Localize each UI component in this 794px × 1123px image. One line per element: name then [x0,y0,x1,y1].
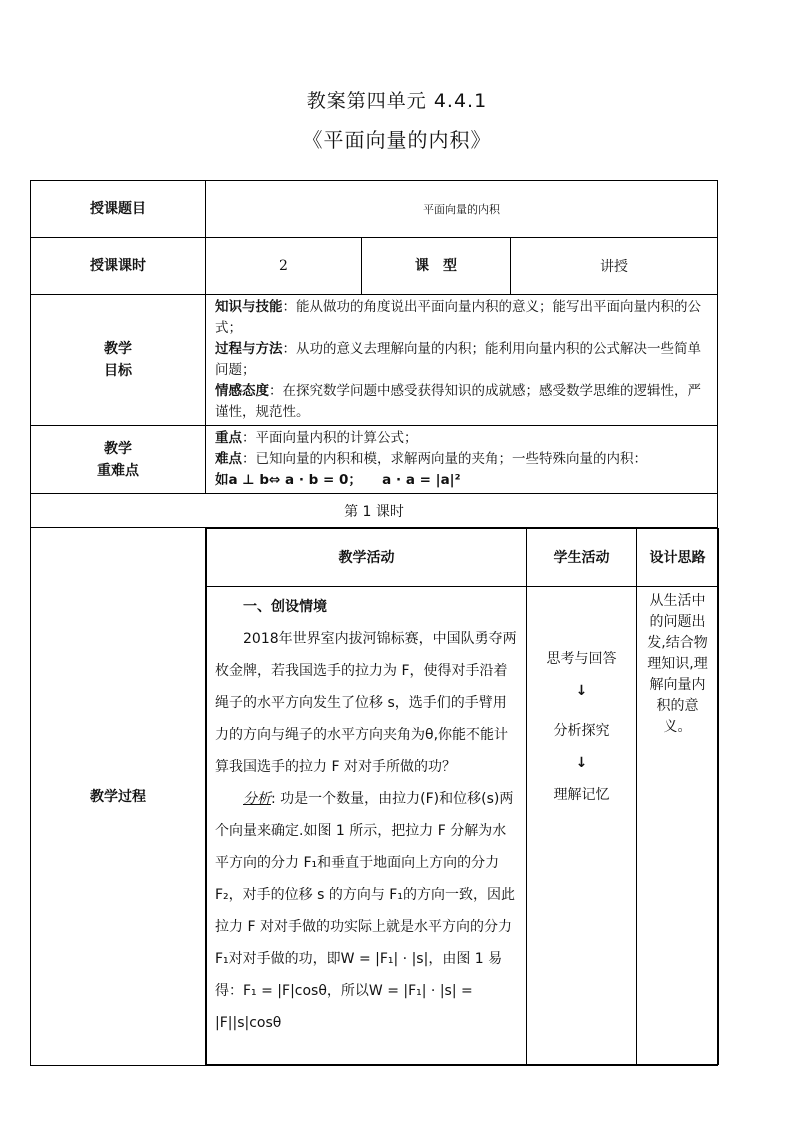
analysis-paragraph: 分析: 功是一个数量，由拉力(F)和位移(s)两个向量来确定.如图 1 所示，把拉力 F 分解为水平方向的分力 F₁和垂直于地面向上方向的分力 F₂，对手的位移 s 的方向与 F₁的方向一致，因此拉力 F 对对手做的功实际上就是水平方向的分力 F₁对对手做的功，即W = |F₁| · |s|，由图 1 易得：F₁ = |F|cosθ，所以W = |F₁| · |s| = |F||s|cosθ [215,791,515,1031]
goal-item: 过程与方法：从功的意义去理解向量的内积；能利用向量内积的公式解决一些简单问题； [215,341,701,378]
process-row [31,528,718,1066]
hours-value: 2 [206,238,362,295]
design-idea: 从生活中的问题出发,结合物理知识,理解向量内积的意义。 [637,587,719,1065]
process-label: 教学过程 [31,528,206,1066]
lesson-number: 第 1 课时 [31,494,718,528]
page-title: 教案第四单元 4.4.1 [306,90,488,112]
lesson-type-value: 讲授 [511,238,718,295]
topic-row [31,181,718,238]
col-activity: 教学活动 [207,529,527,587]
hours-label: 授课课时 [31,238,206,295]
goals-content [206,295,718,426]
section-title: 一、创设情境 [243,599,327,615]
lesson-plan-table [30,180,718,1066]
key-points-label: 教学 重难点 [31,426,206,494]
topic-value: 平面向量的内积 [206,181,718,238]
goal-item: 知识与技能：能从做功的角度说出平面向量内积的意义；能写出平面向量内积的公式； [215,299,701,336]
difficult-point: 难点：已知向量的内积和模，求解两向量的夹角；一些特殊向量的内积： [215,451,647,467]
key-points-row [31,426,718,494]
special-formula: 如a ⊥ b⇔ a · b = 0； a · a = |a|² [215,472,461,488]
hours-row [31,238,718,295]
activity-content [207,587,527,1065]
page-subtitle: 《平面向量的内积》 [302,128,492,152]
goals-row [31,295,718,426]
col-student: 学生活动 [527,529,637,587]
scenario-paragraph: 2018年世界室内拔河锦标赛，中国队勇夺两枚金牌，若我国选手的拉力为 F，使得对手沿着绳子的水平方向发生了位移 s，选手们的手臂用力的方向与绳子的水平方向夹角为θ,你能不能计算我国选手的拉力 F 对对手所做的功？ [215,631,517,775]
topic-label: 授课题目 [31,181,206,238]
student-activity: 思考与回答 ↓ 分析探究 ↓ 理解记忆 [527,587,637,1065]
lesson-type-label: 课 型 [362,238,511,295]
goal-item: 情感态度：在探究数学问题中感受获得知识的成就感；感受数学思维的逻辑性，严谨性，规范性。 [215,383,701,420]
key-points-content [206,426,718,494]
process-table [206,528,719,1065]
col-design: 设计思路 [637,529,719,587]
lesson-header-row [31,494,718,528]
down-arrow-icon: ↓ [575,755,588,771]
goals-label: 教学 目标 [31,295,206,426]
key-point: 重点：平面向量内积的计算公式； [215,430,418,446]
down-arrow-icon: ↓ [575,683,588,699]
